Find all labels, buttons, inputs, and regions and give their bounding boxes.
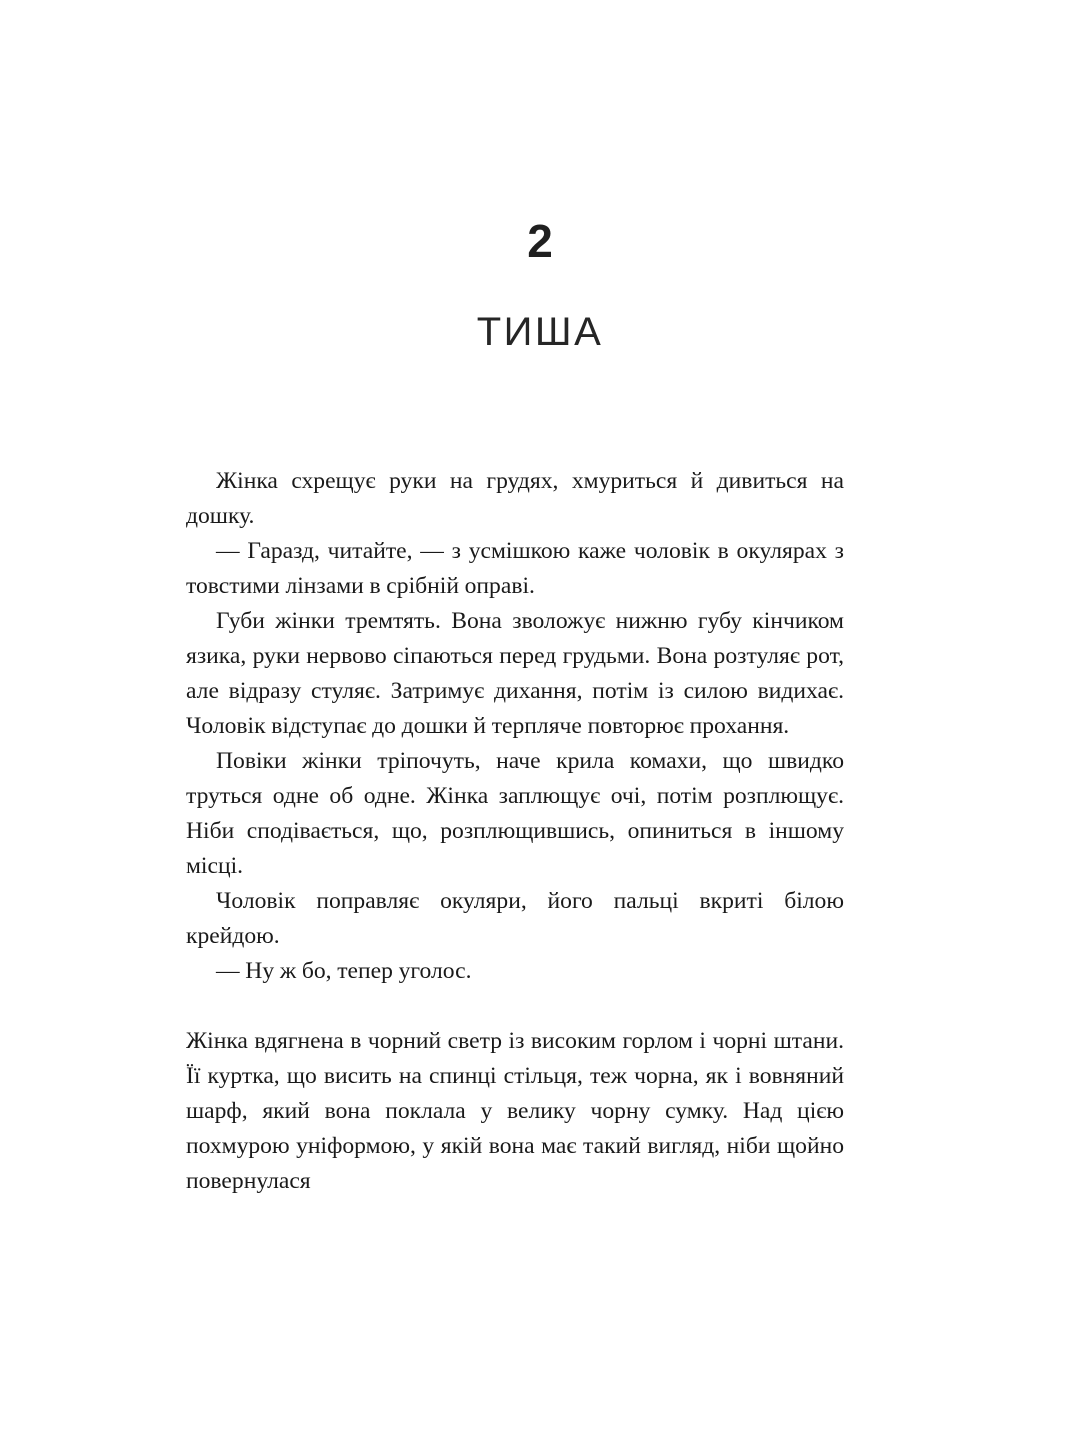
paragraph-dialogue: — Гаразд, читайте, — з усмішкою каже чоловік в окулярах з товстими лінзами в срібній оправі.: [186, 538, 844, 599]
chapter-number: 2: [527, 215, 553, 267]
chapter-heading: [0, 215, 1080, 354]
chapter-title: ТИША: [476, 310, 604, 354]
paragraph: Чоловік поправляє окуляри, його пальці вкриті білою крейдою.: [186, 888, 844, 949]
paragraph-dialogue: — Ну ж бо, тепер уголос.: [216, 958, 472, 984]
body-text-column: [186, 464, 844, 1199]
paragraph: Жінка схрещує руки на грудях, хмуриться й дивиться на дошку.: [186, 468, 844, 529]
paragraph-after-scene-break: Жінка вдягнена в чорний светр із високим горлом і чорні штани. Її куртка, що висить на спинці стільця, теж чорна, як і вовняний шарф, який вона поклала у велику чорну сумку. Над цією похмурою уніформою, у якій вона має такий вигляд, ніби щойно повернулася: [186, 1028, 844, 1194]
paragraph: Повіки жінки тріпочуть, наче крила комахи, що швидко труться одне об одне. Жінка заплющує очі, потім розплющує. Ніби сподівається, що, розплющившись, опиниться в іншому місці.: [186, 748, 844, 879]
paragraph: Губи жінки тремтять. Вона зволожує нижню губу кінчиком язика, руки нервово сіпаються перед грудьми. Вона розтуляє рот, але відразу стуляє. Затримує дихання, потім із силою видихає. Чоловік відступає до дошки й терпляче повторює прохання.: [186, 608, 844, 739]
